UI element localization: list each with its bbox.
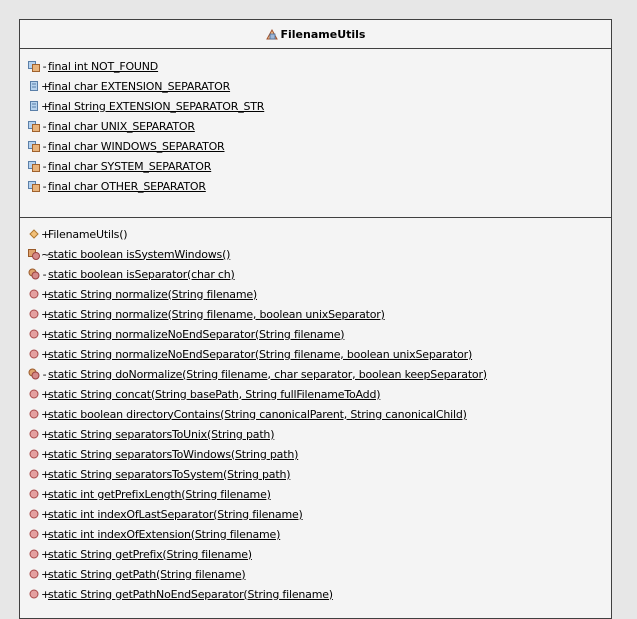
method-row[interactable]: [20, 584, 611, 604]
visibility-marker: +: [41, 447, 51, 461]
field-signature: final char SYSTEM_SEPARATOR: [48, 159, 212, 173]
visibility-marker: +: [41, 227, 51, 241]
public-method-icon: [28, 308, 40, 320]
visibility-marker: +: [41, 327, 51, 341]
visibility-marker: +: [41, 99, 51, 113]
visibility-marker: -: [42, 59, 47, 73]
method-row[interactable]: [20, 564, 611, 584]
method-row[interactable]: [20, 464, 611, 484]
visibility-marker: +: [41, 307, 51, 321]
field-row[interactable]: [20, 76, 611, 96]
method-row[interactable]: [20, 304, 611, 324]
visibility-marker: +: [41, 287, 51, 301]
method-row[interactable]: [20, 344, 611, 364]
visibility-marker: +: [41, 507, 51, 521]
field-signature: final char WINDOWS_SEPARATOR: [48, 139, 225, 153]
private-field-icon: [28, 120, 40, 132]
visibility-marker: +: [41, 347, 51, 361]
class-box[interactable]: [19, 19, 612, 619]
method-signature: static String separatorsToSystem(String path): [48, 467, 291, 481]
field-row[interactable]: [20, 56, 611, 76]
public-method-icon: [28, 448, 40, 460]
public-method-icon: [28, 388, 40, 400]
field-row[interactable]: [20, 156, 611, 176]
method-row[interactable]: [20, 244, 611, 264]
visibility-marker: +: [41, 567, 51, 581]
public-method-icon: [28, 428, 40, 440]
public-method-icon: [28, 548, 40, 560]
methods-compartment: [20, 218, 611, 604]
method-row[interactable]: [20, 484, 611, 504]
class-name: FilenameUtils: [280, 27, 366, 41]
method-row[interactable]: [20, 364, 611, 384]
field-row[interactable]: [20, 176, 611, 196]
visibility-marker: -: [42, 267, 47, 281]
visibility-marker: +: [41, 487, 51, 501]
method-signature: static String normalizeNoEndSeparator(String filename): [48, 327, 345, 341]
method-row[interactable]: [20, 384, 611, 404]
visibility-marker: +: [41, 427, 51, 441]
visibility-marker: +: [41, 467, 51, 481]
visibility-marker: -: [42, 179, 47, 193]
private-method-icon: [28, 368, 40, 380]
method-signature: static int indexOfLastSeparator(String filename): [48, 507, 303, 521]
private-field-icon: [28, 180, 40, 192]
visibility-marker: -: [42, 367, 47, 381]
method-signature: static boolean isSeparator(char ch): [48, 267, 235, 281]
field-row[interactable]: [20, 96, 611, 116]
field-signature: final String EXTENSION_SEPARATOR_STR: [48, 99, 265, 113]
visibility-marker: +: [41, 547, 51, 561]
method-signature: static int indexOfExtension(String filename): [48, 527, 281, 541]
public-method-icon: [28, 488, 40, 500]
visibility-marker: +: [41, 527, 51, 541]
method-row[interactable]: [20, 524, 611, 544]
field-signature: final char UNIX_SEPARATOR: [48, 119, 195, 133]
visibility-marker: -: [42, 159, 47, 173]
private-field-icon: [28, 140, 40, 152]
method-row[interactable]: [20, 544, 611, 564]
method-signature: static String getPath(String filename): [48, 567, 246, 581]
fields-compartment: [20, 49, 611, 218]
class-icon: [266, 28, 278, 40]
method-signature: static int getPrefixLength(String filename): [48, 487, 271, 501]
field-row[interactable]: [20, 136, 611, 156]
visibility-marker: +: [41, 407, 51, 421]
method-row[interactable]: [20, 504, 611, 524]
method-signature: static String doNormalize(String filename, char separator, boolean keepSeparator): [48, 367, 487, 381]
method-signature: static String normalize(String filename): [48, 287, 258, 301]
method-row[interactable]: [20, 264, 611, 284]
public-method-icon: [28, 348, 40, 360]
method-row[interactable]: [20, 224, 611, 244]
private-method-icon: [28, 268, 40, 280]
public-method-icon: [28, 528, 40, 540]
visibility-marker: ~: [41, 247, 51, 261]
method-signature: static String separatorsToWindows(String path): [48, 447, 299, 461]
private-field-icon: [28, 160, 40, 172]
private-field-icon: [28, 60, 40, 72]
method-signature: static String normalize(String filename, boolean unixSeparator): [48, 307, 385, 321]
method-row[interactable]: [20, 324, 611, 344]
visibility-marker: +: [41, 387, 51, 401]
method-signature: static boolean directoryContains(String canonicalParent, String canonicalChild): [48, 407, 467, 421]
visibility-marker: -: [42, 119, 47, 133]
package-method-icon: [28, 248, 40, 260]
public-method-icon: [28, 568, 40, 580]
visibility-marker: +: [41, 79, 51, 93]
field-signature: final int NOT_FOUND: [48, 59, 159, 73]
public-method-icon: [28, 468, 40, 480]
method-row[interactable]: [20, 284, 611, 304]
method-row[interactable]: [20, 444, 611, 464]
field-signature: final char OTHER_SEPARATOR: [48, 179, 206, 193]
public-field-icon: [28, 80, 40, 92]
method-signature: static String normalizeNoEndSeparator(String filename, boolean unixSeparator): [48, 347, 473, 361]
constructor-icon: [28, 228, 40, 240]
public-method-icon: [28, 408, 40, 420]
method-row[interactable]: [20, 404, 611, 424]
field-row[interactable]: [20, 116, 611, 136]
method-signature: static String concat(String basePath, String fullFilenameToAdd): [48, 387, 381, 401]
field-signature: final char EXTENSION_SEPARATOR: [48, 79, 231, 93]
method-signature: static String getPrefix(String filename): [48, 547, 252, 561]
method-signature: static String separatorsToUnix(String path): [48, 427, 275, 441]
public-field-icon: [28, 100, 40, 112]
public-method-icon: [28, 328, 40, 340]
public-method-icon: [28, 288, 40, 300]
public-method-icon: [28, 508, 40, 520]
method-row[interactable]: [20, 424, 611, 444]
visibility-marker: -: [42, 139, 47, 153]
public-method-icon: [28, 588, 40, 600]
method-signature: static String getPathNoEndSeparator(String filename): [48, 587, 333, 601]
method-signature: static boolean isSystemWindows(): [48, 247, 231, 261]
visibility-marker: +: [41, 587, 51, 601]
class-header[interactable]: [20, 20, 611, 49]
method-signature: FilenameUtils(): [48, 227, 128, 241]
